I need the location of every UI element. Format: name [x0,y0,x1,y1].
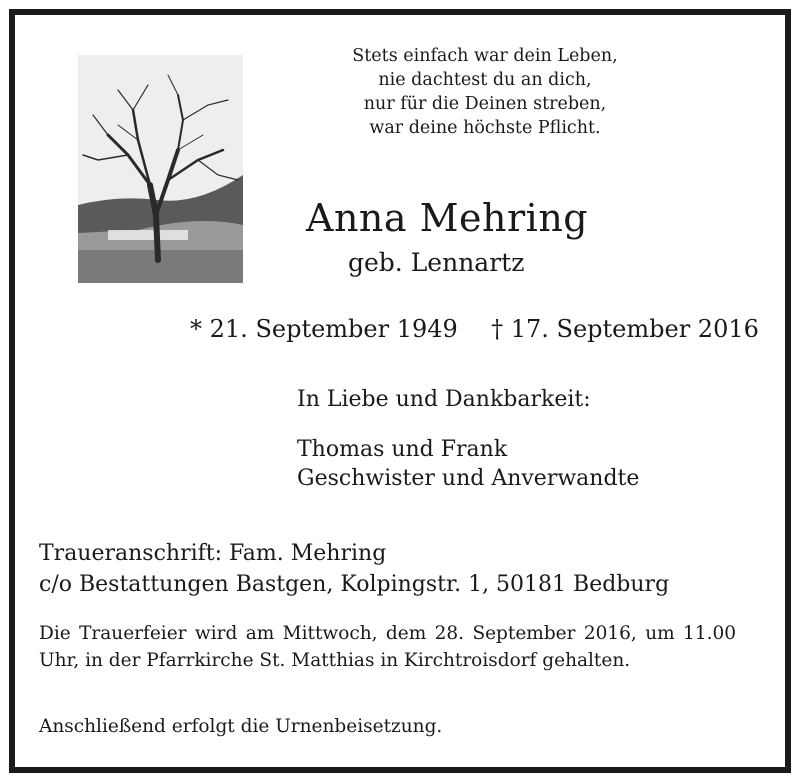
tree-photo-icon [78,55,243,283]
mourners-heading: In Liebe und Dankbarkeit: [297,387,591,412]
birth-symbol: * [190,315,202,343]
death-date: 17. September 2016 [510,315,759,343]
poem [325,44,645,140]
birth-date: 21. September 1949 [209,315,458,343]
mourning-address [39,538,669,600]
address-line: c/o Bestattungen Bastgen, Kolpingstr. 1, 50181 Bedburg [39,572,670,597]
deceased-name: Anna Mehring [306,196,589,240]
birth-name: geb. Lennartz [348,248,525,277]
address-line: Traueranschrift: Fam. Mehring [39,541,387,566]
life-dates [190,315,759,343]
ceremony-text: Die Trauerfeier wird am Mittwoch, dem 28. September 2016, um 11.00 Uhr, in der Pfarrkirche St. Matthias in Kirchtroisdorf gehalten. [39,623,736,671]
poem-line: Stets einfach war dein Leben, [352,46,618,66]
mourners-line: Thomas und Frank [297,437,508,462]
poem-line: nur für die Deinen streben, [363,94,607,114]
mourners-line: Geschwister und Anverwandte [297,466,640,491]
poem-line: nie dachtest du an dich, [378,70,592,90]
poem-line: war deine höchste Pflicht. [369,118,601,138]
burial-text: Anschließend erfolgt die Urnenbeisetzung. [39,716,443,737]
death-symbol: † [491,315,504,343]
mourners-list [297,435,639,493]
tree-photo [78,55,243,283]
